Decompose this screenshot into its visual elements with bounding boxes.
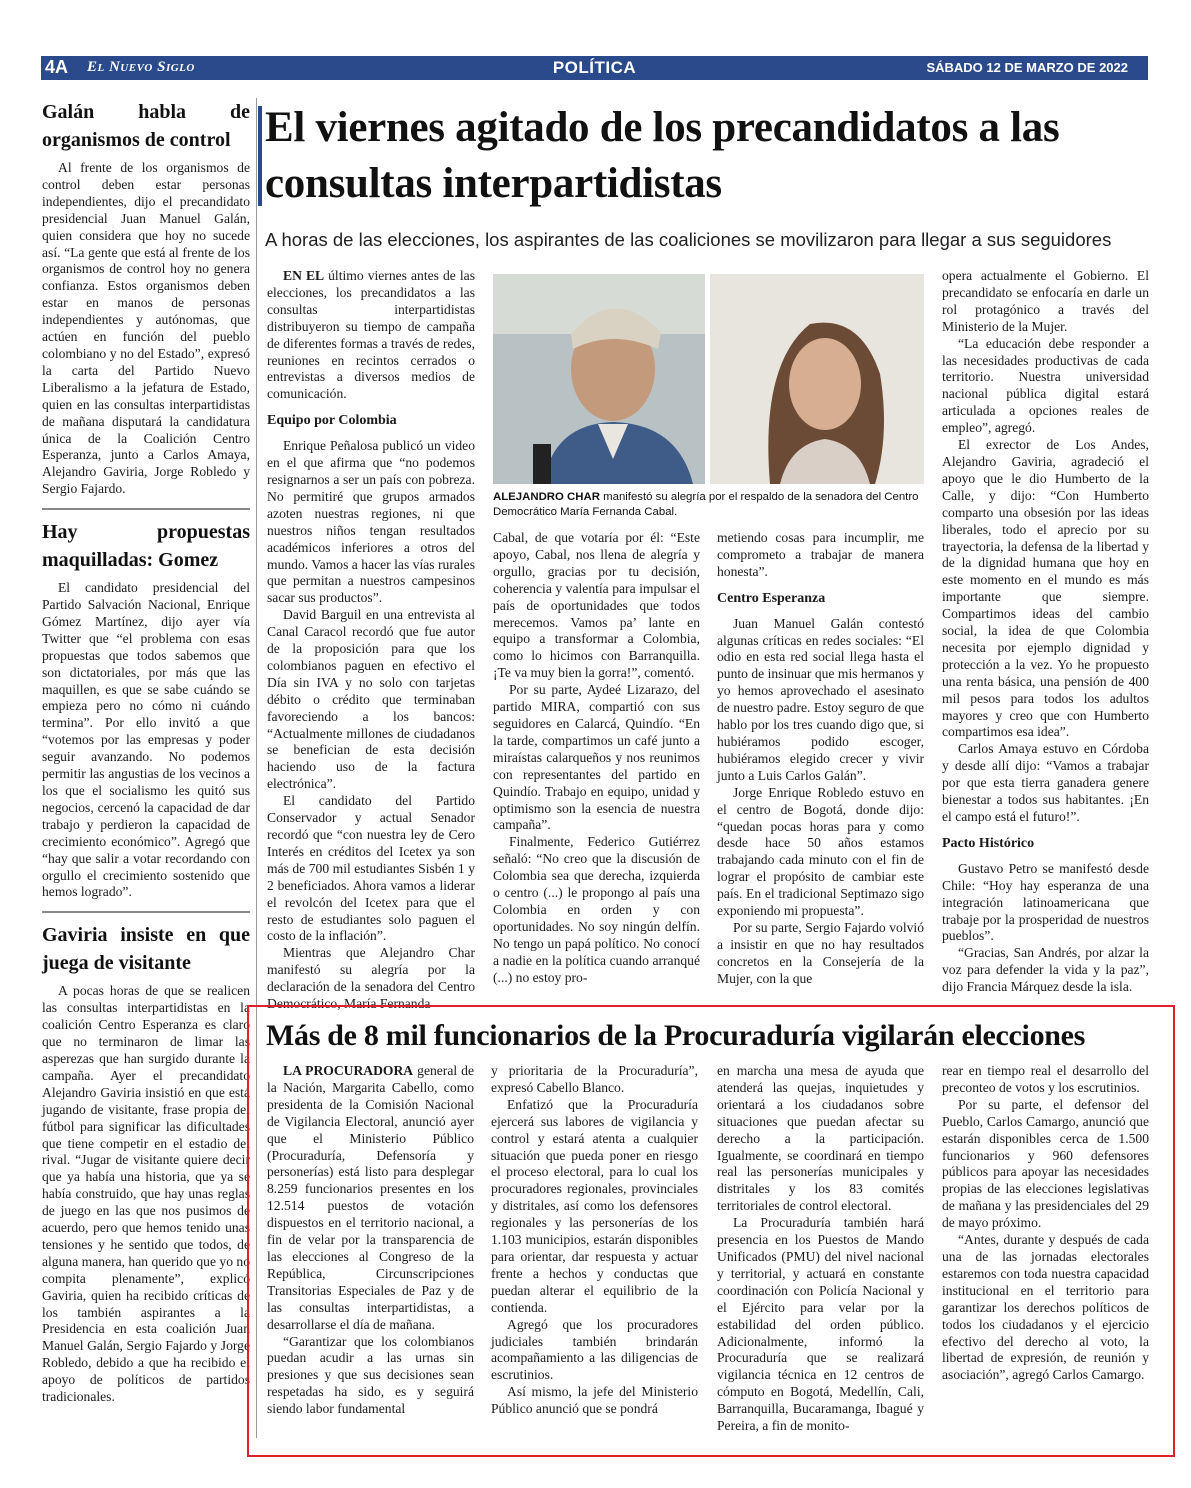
paragraph: general de la Nación, Margarita Cabello, como presidenta de la Comisión Nacional de Vigilancia Electoral, anunció ayer que el Ministerio Público (Procuraduría, Defensoría y personerías) está listo para desplegar 8.259 funcionarios presentes en los 12.514 puestos de votación dispuestos en el territorio nacional, a fin de velar por la transparencia de las elecciones al Congreso de la República, Circunscripciones Transitorias Especiales de Paz y de las consultas interpartidistas, a desarrollarse el día de mañana. [267,1063,474,1332]
box-column-1 [267,1063,474,1448]
divider [42,911,250,913]
sidebar-body-1: Al frente de los organismos de control deben estar personas independientes, dijo el precandidato presidencial Juan Manuel Galán, quien considera que hoy no sucede así. “La gente que está al frente de los organismos de control hoy no genera confianza. Estos organismos deben estar en manos de personas independientes y autónomas, que actúen en función del pueblo colombiano y no del Estado”, expresó la carta del Partido Nuevo Liberalismo a la jefatura de Estado, quien en las consultas interpartidistas de mañana disputará la candidatura única de la Coalición Centro Esperanza, junto a Carlos Amaya, Alejandro Gaviria, Jorge Robledo y Sergio Fajardo. [42,160,250,497]
paragraph: Juan Manuel Galán contestó algunas críticas en redes sociales: “El odio en esta red social llega hasta el punto de insinuar que mis hermanos y yo hemos aprovechado el asesinato de nuestro padre. Estoy seguro de que hablo por los tres cuando digo que, si hubiéramos podido escoger, hubiéramos elegido crecer y vivir junto a Luis Carlos Galán”. [717,615,924,783]
paragraph: El exrector de Los Andes, Alejandro Gaviria, agradeció el apoyo que le dio Humberto de la Calle, y dijo: “Con Humberto comparto una obsesión por las ideas liberales, todo el aprecio por su trayectoria, la defensa de la libertad y de la dignidad humana que hoy en este momento en el mundo es más importante que siempre. Compartimos ideas del cambio social, la idea de que Colombia necesita por ejemplo dignidad y protección a la vez. Yo he propuesto una renta básica, una pensión de 400 mil pesos para todos los adultos mayores y creo que con Humberto compartimos esa idea”. [942,437,1149,740]
paragraph: David Barguil en una entrevista al Canal Caracol recordó que fue autor de la proposición para que los colombianos paguen en efectivo el Día sin IVA y no solo con tarjetas débito o crédito que terminaban favoreciendo a los bancos: “Actualmente millones de ciudadanos se benefician de esta decisión haciendo uso de la factura electrónica”. [267,607,475,792]
paragraph: Así mismo, la jefe del Ministerio Público anunció que se pondrá [491,1384,698,1417]
caption-lead: ALEJANDRO CHAR [493,491,600,503]
sidebar-body-3: A pocas horas de que se realicen las consultas interpartidistas en la coalición Centro Esperanza es claro que no terminaron de limar las asperezas que han surgido durante la campaña. Ayer el precandidato Alejandro Gaviria insistió en que está jugando de visitante, frase propia del fútbol para significar las dificultades que tiene competir en el estadio del rival. “Jugar de visitante quiere decir que ya había una historia, que ya se había construido, que hay unas reglas de juego en las que nos pusimos de acuerdo, pero que hemos tenido unas tensiones y he sentido que todos, de alguna manera, han querido que yo no compita plenamente”, explicó Gaviria, quien ha recibido críticas de los también aspirantes a la Presidencia en esta coalición Juan Manuel Galán, Sergio Fajardo y Jorge Robledo, debido a que ha recibido el apoyo de políticos de partidos tradicionales. [42,983,250,1405]
main-column-3 [717,530,924,998]
main-column-2 [493,530,700,998]
paragraph: Por su parte, Sergio Fajardo volvió a insistir en que no hay resultados concretos en la Consejería de la Mujer, con la que [717,919,924,986]
paragraph: Por su parte, Aydeé Lizarazo, del partido MIRA, compartió con sus seguidores en Calarcá, Quindío. “En la tarde, compartimos un café junto a miraístas calarqueños y nos reunimos con representantes del partido en Quindío. Trabajo en equipo, unidad y optimismo son la esencia de nuestra campaña”. [493,682,700,833]
photo-alejandro-char [493,274,705,484]
section-title: POLÍTICA [552,58,637,77]
sidebar-body-2: El candidato presidencial del Partido Salvación Nacional, Enrique Gómez Martínez, dijo ayer vía Twitter que “el problema con esas propuestas que todos sabemos que son dictatoriales, por más que las maquillen, es que se sabe cuándo se empieza pero no cómo ni cuándo termina”. Por ello invitó a que “votemos por las empresas y poder seguir avanzando. No podemos permitir las angustias de los vecinos a los que el socialismo les quitó sus negocios, cercenó la capacidad de dar trabajo y perdieron la capacidad de crecimiento económico”. Agregó que “hay que salir a votar recordando con orgullo el crecimiento sostenido que hemos logrado”. [42,580,250,900]
sidebar [42,98,250,1438]
paragraph: “La educación debe responder a las necesidades productivas de cada territorio. Nuestra universidad nacional pública digital estará articulada a opciones reales de empleo”, agregó. [942,335,1149,436]
photo-maria-fernanda-cabal [710,274,924,484]
paragraph: Enfatizó que la Procuraduría ejercerá sus labores de vigilancia y control y estará atenta a cualquier situación que pueda poner en riesgo el proceso electoral, para lo cual los procuradores regionales, provinciales y distritales, así como los defensores regionales y las personerías de los 1.103 municipios, estarán disponibles para orientar, dar respuesta y actuar frente a hechos y conductas que puedan alterar el equilibrio de la contienda. [491,1096,698,1315]
issue-date: SÁBADO 12 DE MARZO DE 2022 [926,60,1128,75]
caption-text: manifestó su alegría por el respaldo de la senadora del Centro Democrático María Fernanda Cabal. [493,491,919,518]
paragraph: Gustavo Petro se manifestó desde Chile: “Hoy hay esperanza de una integración latinoamericana que trabaje por la prosperidad de nuestros pueblos”. [942,860,1149,944]
paragraph: opera actualmente el Gobierno. El precandidato se enfocaría en darle un rol protagónico a través del Ministerio de la Mujer. [942,268,1149,334]
newspaper-brand: El Nuevo Siglo [87,59,195,75]
sidebar-headline-3: Gaviria insiste en que juega de visitante [42,924,250,975]
sidebar-headline-2: Hay propuestas maquilladas: Gomez [42,521,250,572]
box-column-4 [942,1063,1149,1448]
main-column-1 [267,268,475,1012]
headline-accent-bar [258,106,262,206]
paragraph: y prioritaria de la Procuraduría”, expresó Cabello Blanco. [491,1063,698,1095]
paragraph: Cabal, de que votaría por él: “Este apoyo, Cabal, nos llena de alegría y orgullo, gracias por tu decisión, coherencia y valentía para impulsar el país de oportunidades que todos merecemos. Vamos pa’ lante en equipo a transformar a Colombia, como lo hicimos con Barranquilla. ¡Te va muy bien la gorra!”, comentó. [493,530,700,681]
photo-caption [493,490,925,520]
paragraph: Jorge Enrique Robledo estuvo en el centro de Bogotá, donde dijo: “quedan pocas horas para y como desde hace 50 años estamos trabajando cada minuto con el fin de lograr el propósito de cambiar este país. En el tradicional Septimazo sigo exponiendo mi propuesta”. [717,784,924,919]
paragraph: Mientras que Alejandro Char manifestó su alegría por la declaración de la senadora del Centro Democrático, María Fernanda [267,945,475,1012]
page-header [41,56,1148,80]
subheading: Equipo por Colombia [267,413,397,429]
paragraph: Por su parte, el defensor del Pueblo, Carlos Camargo, anunció que estarán disponibles cerca de 1.500 funcionarios y 960 defensores públicos para apoyar las necesidades propias de las elecciones legislativas de mañana y las presidenciales del 29 de mayo próximo. [942,1096,1149,1231]
lead-in: LA PROCURADORA [283,1063,414,1078]
sidebar-headline-1: Galán habla de organismos de control [42,101,250,151]
divider [42,508,250,510]
paragraph: “Garantizar que los colombianos puedan acudir a las urnas sin presiones y que sus decisiones sean respetadas ha sido, es y seguirá siendo labor fundamental [267,1333,474,1417]
subheading: Pacto Histórico [942,835,1035,851]
paragraph: Carlos Amaya estuvo en Córdoba y desde allí dijo: “Vamos a trabajar por que esta tierra ganadera genere bienestar a todos sus habitantes. ¡En el campo está el futuro!”. [942,741,1149,824]
paragraph: El candidato del Partido Conservador y actual Senador recordó que “con nuestra ley de Cero Interés en créditos del Icetex ya son más de 700 mil estudiantes Sisbén 1 y 2 beneficiados. Ahora vamos a liderar el revolcón del Icetex para que el resto de estudiantes solo paguen el costo de la inflación”. [267,793,475,944]
paragraph: rear en tiempo real el desarrollo del preconteo de votos y los escrutinios. [942,1063,1149,1095]
box-headline: Más de 8 mil funcionarios de la Procuraduría vigilarán elecciones [266,1019,1086,1052]
main-headline: El viernes agitado de los precandidatos a las consultas interpartidistas [265,104,1060,207]
paragraph: Enrique Peñalosa publicó un video en el que afirma que “no podemos resignarnos a ser un país con pobreza. No permitiré que grupos armados azoten nuestras regiones, ni que nuestros niños tengan resultados académicos inferiores a otros del mundo. Vamos a hacer las vías rurales que permitan a nuestros campesinos sacar sus productos”. [267,438,475,606]
paragraph: en marcha una mesa de ayuda que atenderá las quejas, inquietudes y orientará a los ciudadanos sobre situaciones que puedan afectar su derecho a la participación. Igualmente, se coordinará en tiempo real las personerías municipales y distritales y los 83 comités territoriales de control electoral. [717,1063,924,1214]
paragraph: La Procuraduría también hará presencia en los Puestos de Mando Unificados (PMU) del nivel nacional y territorial, y actuará en constante coordinación con Policía Nacional y el Ejército para velar por la estabilidad del orden público. Adicionalmente, informó la Procuraduría que se realizará vigilancia técnica en 12 centros de cómputo en Bogotá, Medellín, Cali, Barranquilla, Bucaramanga, Ibagué y Pereira, a fin de monito- [717,1215,924,1434]
page-number: 4A [45,57,69,77]
paragraph: último viernes antes de las elecciones, los precandidatos a las consultas interpartidistas distribuyeron su tiempo de campaña de diferentes formas a través de redes, reuniones en recintos cerrados o entrevistas a diversos medios de comunicación. [267,268,475,402]
paragraph: metiendo cosas para incumplir, me comprometo a trabajar de manera honesta”. [717,530,924,579]
paragraph: “Antes, durante y después de cada una de las jornadas electorales estaremos con toda nuestra capacidad institucional en el territorio para garantizar los derechos políticos de todos los ciudadanos y el ejercicio efectivo del derecho al voto, la libertad de expresión, de reunión y asociación”, agregó Carlos Camargo. [942,1232,1149,1383]
lead-in: EN EL [283,268,325,283]
box-column-2 [491,1063,698,1448]
main-subhead: A horas de las elecciones, los aspirantes de las coaliciones se movilizaron para llegar a sus seguidores [265,229,1112,250]
box-column-3 [717,1063,924,1448]
subheading: Centro Esperanza [717,590,826,606]
paragraph: Agregó que los procuradores judiciales también brindarán acompañamiento a las diligencias de escrutinios. [491,1316,698,1383]
main-column-4 [942,268,1149,998]
paragraph: Finalmente, Federico Gutiérrez señaló: “No creo que la discusión de Colombia sea que derecha, izquierda o centro (...) le propongo al país una Colombia en orden y con oportunidades. No soy ningún delfín. No tengo un papá político. No conocí a nadie en la política cuando arranqué (...) no estoy pro- [493,834,700,985]
paragraph: “Gracias, San Andrés, por alzar la voz para defender la vida y la paz”, dijo Francia Márquez desde la isla. [942,945,1149,995]
